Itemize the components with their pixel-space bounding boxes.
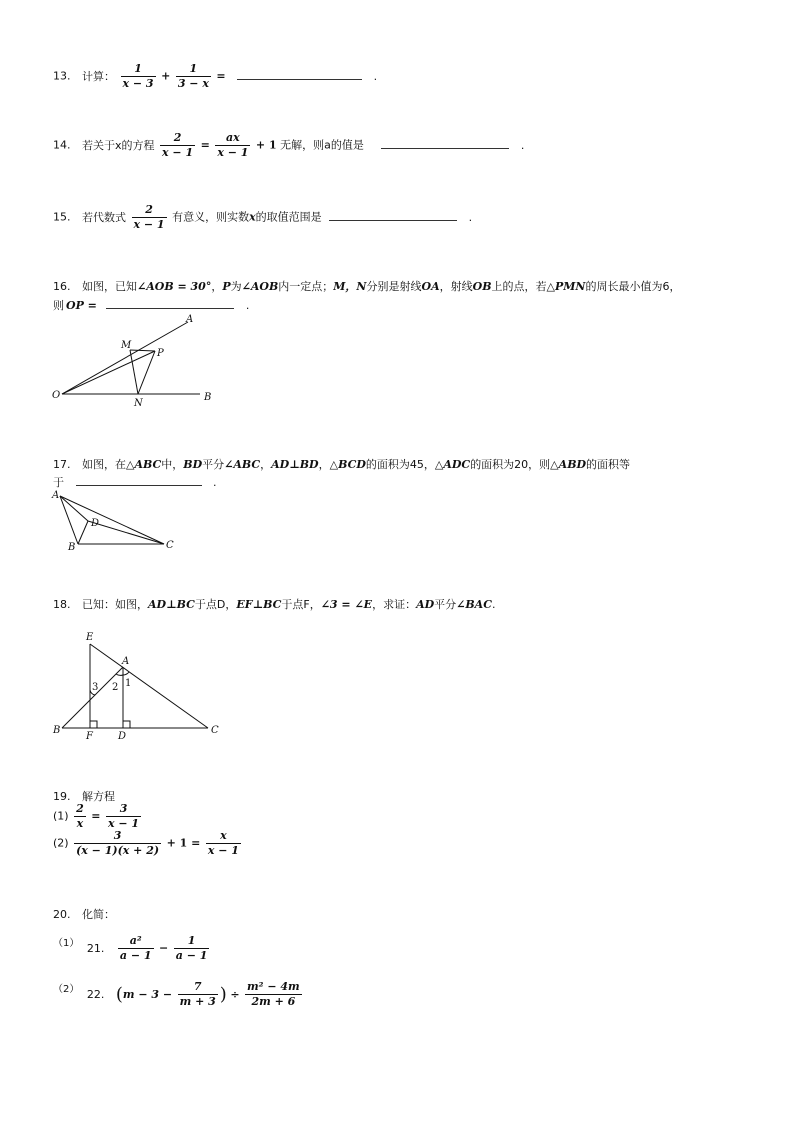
question-number: 19. xyxy=(53,790,71,803)
fraction: $\frac{3}{(x - 1)(x + 2)}$ xyxy=(76,829,160,857)
question-19: 19. 解方程 xyxy=(53,790,115,803)
question-number: 20. xyxy=(53,908,71,921)
fraction: $\frac{\text{a²}}{a - 1}$ xyxy=(119,934,152,962)
fraction: $\frac{ax}{x - 1}$ xyxy=(217,131,249,159)
fraction: $\frac{1}{3 - x}$ xyxy=(177,62,209,90)
fraction: $\frac{2}{x - 1}$ xyxy=(162,131,194,159)
answer-blank[interactable] xyxy=(237,78,362,80)
question-17: 17. 如图，在△ABC中，BD平分∠ABC，AD⊥BD，△BCD的面积为45，△ADC的面积为20，则△ABD的面积等 xyxy=(53,458,631,471)
label-A: A xyxy=(186,314,194,325)
question-number: 16. xyxy=(53,280,71,293)
label-B: B xyxy=(53,725,61,736)
fraction: $\frac{1}{a - 1}$ xyxy=(175,934,208,962)
fraction: $\frac{2}{x}$ xyxy=(76,802,84,830)
answer-blank[interactable] xyxy=(381,147,509,149)
q20-part-2: （2） 22. (m − 3 − $\frac{7}{m + 3}$ ) ÷ $\frac{\text{m² − 4m}}{2m + 6}$ xyxy=(53,980,300,1008)
q19-part-1: (1) $\frac{2}{x}$ = $\frac{3}{x - 1}$ xyxy=(53,802,140,830)
fraction: $\frac{2}{x - 1}$ xyxy=(133,203,165,231)
label-A: A xyxy=(122,656,130,667)
question-number: 17. xyxy=(53,458,71,471)
label-O: O xyxy=(52,390,61,401)
fraction: $\frac{x}{x - 1}$ xyxy=(207,829,239,857)
label-P: P xyxy=(157,348,164,359)
answer-blank[interactable] xyxy=(106,307,234,309)
label-A: A xyxy=(52,490,60,501)
fraction: $\frac{7}{m + 3}$ xyxy=(179,980,216,1008)
label-1: 1 xyxy=(125,678,132,689)
question-13: 13. 计算： $\frac{1}{x - 3}$ + $\frac{1}{3 - x}$ = . xyxy=(53,62,378,90)
label-B: B xyxy=(204,392,212,403)
q20-part-1: （1） 21. $\frac{\text{a²}}{a - 1}$ − $\frac{1}{a - 1}$ xyxy=(53,934,208,962)
question-18: 18. 已知：如图，AD⊥BC于点D，EF⊥BC于点F，∠3 = ∠E，求证：AD平分∠BAC. xyxy=(53,598,496,611)
label-E: E xyxy=(86,632,94,643)
label-D: D xyxy=(118,731,127,742)
label-3: 3 xyxy=(92,682,99,693)
label-C: C xyxy=(166,540,174,551)
answer-blank[interactable] xyxy=(329,219,457,221)
q16-figure xyxy=(50,310,220,410)
label-D: D xyxy=(91,518,100,529)
label-F: F xyxy=(86,731,93,742)
question-number: 13. xyxy=(53,69,71,83)
label-N: N xyxy=(134,398,143,409)
q19-part-2: (2) $\frac{3}{(x - 1)(x + 2)}$ + 1 = $\frac{x}{x - 1}$ xyxy=(53,829,239,857)
question-16: 16. 如图，已知∠AOB = 30°，P为∠AOB内一定点；M，N分别是射线OA，射线OB上的点，若△PMN的周长最小值为6， xyxy=(53,280,681,293)
question-number: 18. xyxy=(53,598,71,611)
question-20: 20. 化简： xyxy=(53,908,115,921)
q17-figure xyxy=(48,486,188,554)
question-16-line2: 则 OP = . xyxy=(53,299,250,312)
question-14: 14. 若关于x的方程 $\frac{2}{x - 1}$ = $\frac{ax}{x - 1}$ + 1 无解，则a的值是 . xyxy=(53,131,525,159)
q18-figure xyxy=(50,628,230,743)
label-C: C xyxy=(211,725,219,736)
label-2: 2 xyxy=(112,682,119,693)
label-B: B xyxy=(68,542,76,553)
label-M: M xyxy=(121,340,132,351)
question-number: 14. xyxy=(53,138,71,152)
question-17-line2: 于 . xyxy=(53,476,217,489)
fraction: $\frac{3}{x - 1}$ xyxy=(107,802,140,830)
fraction: $\frac{\text{m² − 4m}}{2m + 6}$ xyxy=(247,980,300,1008)
fraction: $\frac{1}{x - 3}$ xyxy=(122,62,154,90)
question-number: 15. xyxy=(53,210,71,224)
question-15: 15. 若代数式 $\frac{2}{x - 1}$ 有意义，则实数x的取值范围是 . xyxy=(53,203,473,231)
